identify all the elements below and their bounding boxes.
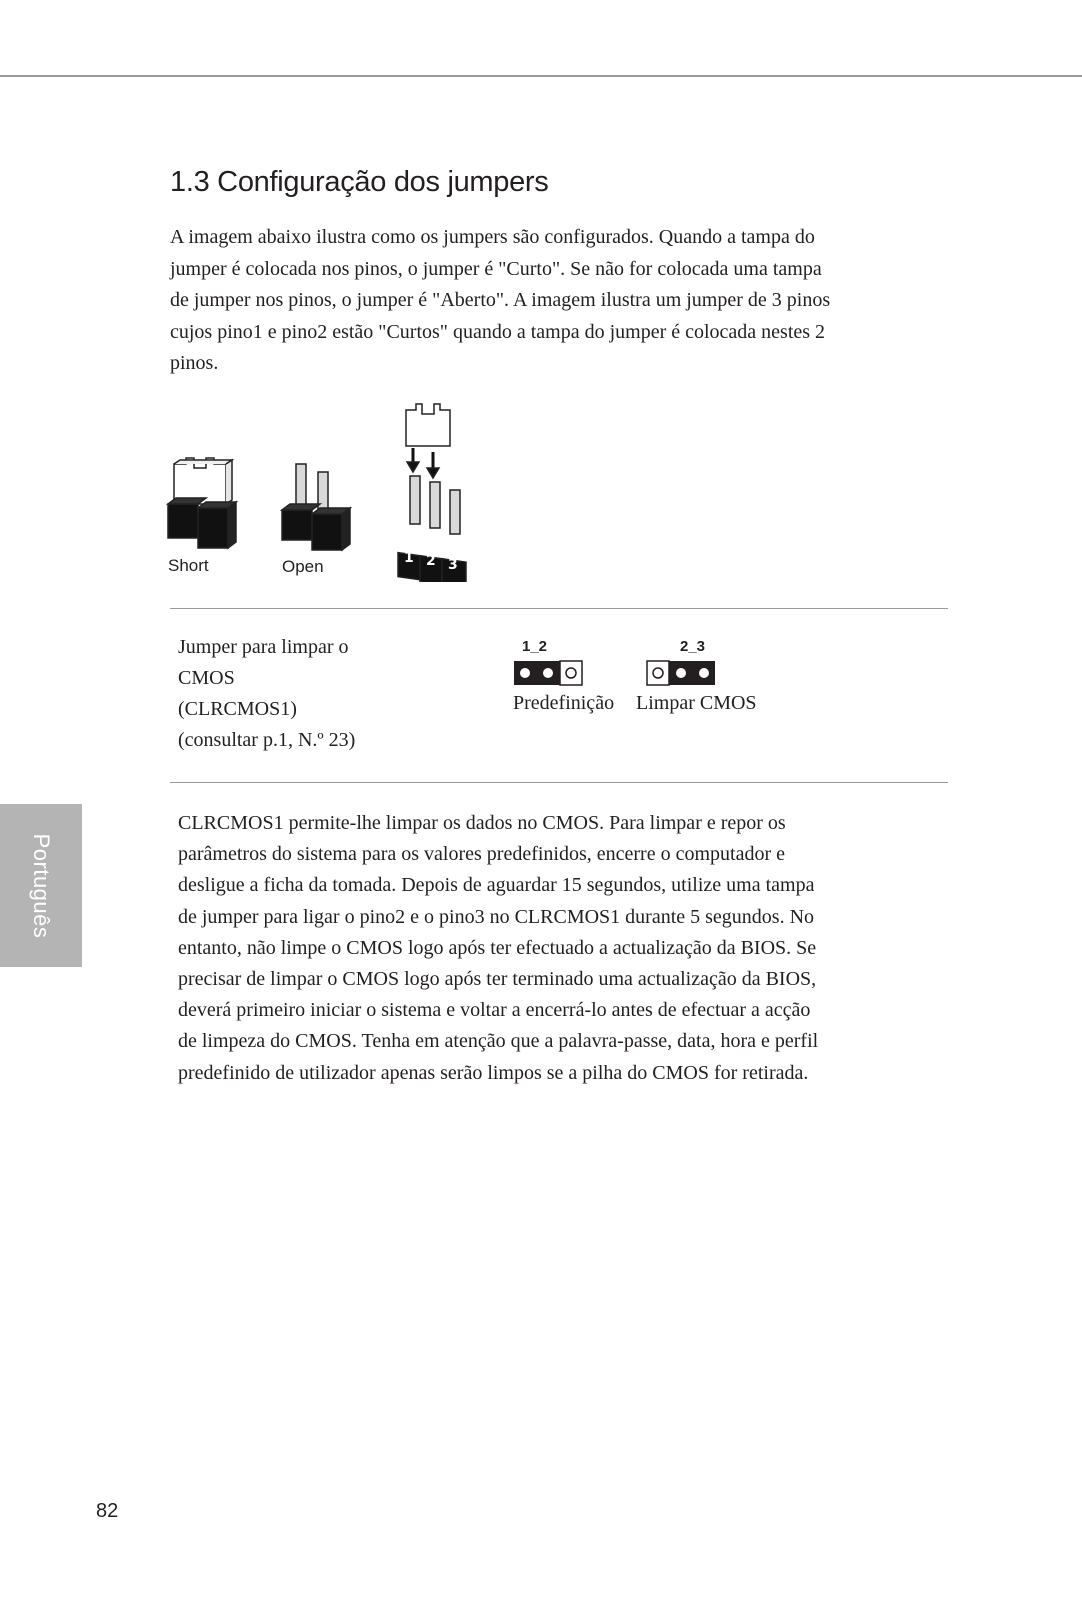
intro-paragraph xyxy=(170,222,890,380)
intro-line: de jumper nos pinos, o jumper é "Aberto". A imagem ilustra um jumper de 3 pinos xyxy=(170,289,831,311)
intro-line: cujos pino1 e pino2 estão "Curtos" quando a tampa do jumper é colocada nestes 2 xyxy=(170,320,826,343)
open-label: Open xyxy=(282,557,324,576)
language-side-tab xyxy=(0,804,82,967)
jumper-illustration xyxy=(166,402,486,587)
clrcmos-description xyxy=(178,808,908,1089)
pin-diagram-1-2 xyxy=(513,660,583,686)
body-line: deverá primeiro iniciar o sistema e voltar a encerrá-lo antes de efectuar a acção xyxy=(178,999,811,1022)
intro-line: pinos. xyxy=(170,352,219,374)
body-line: entanto, não limpe o CMOS logo após ter efectuado a actualização da BIOS. Se xyxy=(178,936,817,959)
language-side-tab-label: Português xyxy=(29,833,54,938)
intro-line: A imagem abaixo ilustra como os jumpers são configurados. Quando a tampa do xyxy=(170,226,815,248)
header-rule xyxy=(0,75,1082,77)
body-line: precisar de limpar o CMOS logo após ter terminado uma actualização da BIOS, xyxy=(178,968,817,991)
body-line: de limpeza do CMOS. Tenha em atenção que a palavra-passe, data, hora e perfil xyxy=(178,1030,819,1053)
pin-number-1: 1 xyxy=(404,550,414,566)
setting-caption-clear: Limpar CMOS xyxy=(636,692,757,714)
jumper-name-line: CMOS xyxy=(178,667,235,689)
table-bottom-rule xyxy=(170,782,948,783)
body-line: predefinido de utilizador apenas serão limpos se a pilha do CMOS for retirada. xyxy=(178,1061,809,1084)
pin-diagram-2-3 xyxy=(646,660,718,686)
jumper-name-line: Jumper para limpar o xyxy=(178,636,349,658)
pin-number-2: 2 xyxy=(426,553,436,569)
table-top-rule xyxy=(170,608,948,609)
section-title: 1.3 Configuração dos jumpers xyxy=(170,166,549,198)
jumper-drawing xyxy=(166,402,486,582)
pins-label-2-3: 2_3 xyxy=(680,638,706,655)
body-line: CLRCMOS1 permite-lhe limpar os dados no CMOS. Para limpar e repor os xyxy=(178,812,786,834)
page-number: 82 xyxy=(96,1500,119,1522)
body-line: desligue a ficha da tomada. Depois de aguardar 15 segundos, utilize uma tampa xyxy=(178,874,815,897)
body-line: de jumper para ligar o pino2 e o pino3 no CLRCMOS1 durante 5 segundos. No xyxy=(178,905,815,928)
jumper-name-cell xyxy=(178,632,355,756)
jumper-name-line: (CLRCMOS1) xyxy=(178,698,297,720)
intro-line: jumper é colocada nos pinos, o jumper é "Curto". Se não for colocada uma tampa xyxy=(170,257,822,280)
three-pin-jumper xyxy=(398,404,466,582)
setting-caption-default: Predefinição xyxy=(513,692,615,714)
pin-number-3: 3 xyxy=(448,557,458,573)
jumper-name-line: (consultar p.1, N.º 23) xyxy=(178,729,356,751)
body-line: parâmetros do sistema para os valores predefinidos, encerre o computador e xyxy=(178,843,785,866)
pins-label-1-2: 1_2 xyxy=(522,638,548,655)
short-label: Short xyxy=(168,556,209,575)
short-jumper xyxy=(168,458,236,548)
open-jumper xyxy=(282,464,350,550)
